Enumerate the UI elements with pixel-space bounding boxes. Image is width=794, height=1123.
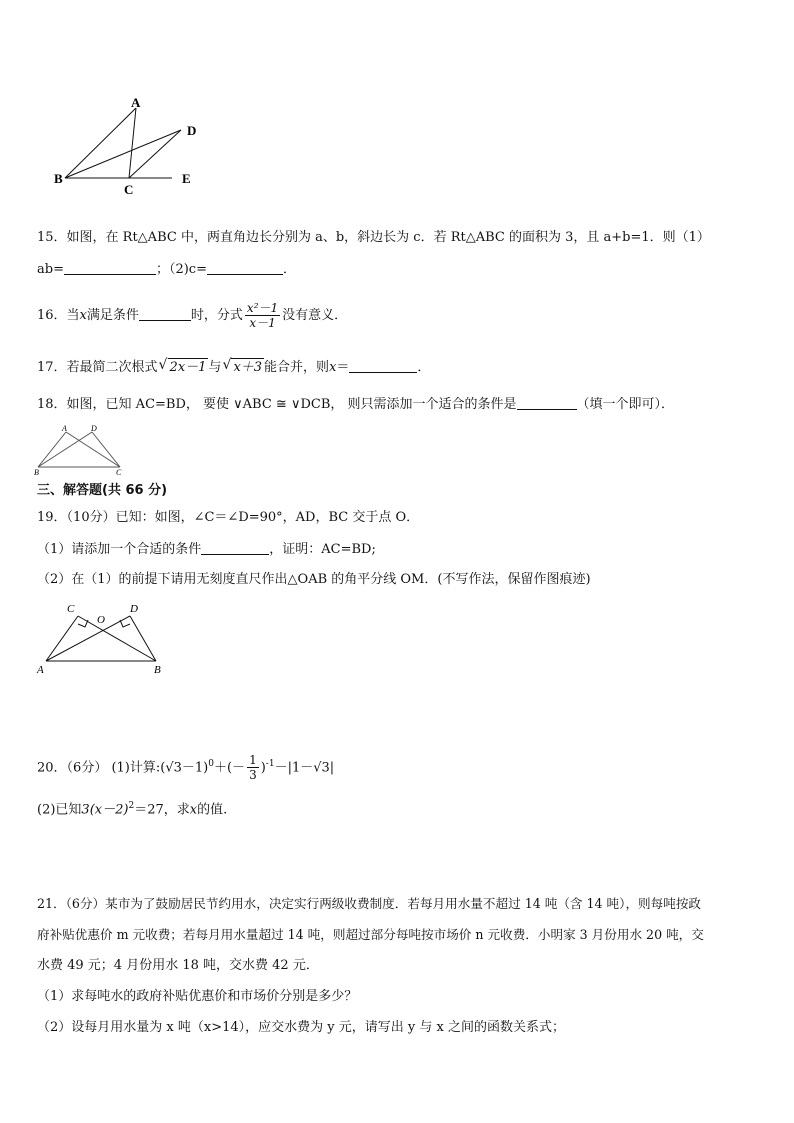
- section-title: 三、解答题(共 66 分): [37, 483, 168, 498]
- question-15-line-1: 15．如图，在 Rt△ABC 中，两直角边长分别为 a、b，斜边长为 c．若 Rt△ABC 的面积为 3，且 a+b=1．则（1）: [37, 230, 710, 245]
- label-b: B: [34, 468, 39, 477]
- question-19-line-3: （2）在（1）的前提下请用无刻度直尺作出△OAB 的角平分线 OM．(不写作法，保留作图痕迹): [37, 572, 591, 587]
- question-21-line-3: 水费 49 元；4 月份用水 18 吨，交水费 42 元．: [37, 958, 319, 973]
- label-e: E: [182, 171, 191, 186]
- question-21-line-2: 府补贴优惠价 m 元收费；若每月用水量超过 14 吨，则超过部分每吨按市场价 n 元收费．小明家 3 月份用水 20 吨，交: [37, 927, 704, 942]
- label-a: A: [37, 664, 44, 676]
- triangle-figure-14: [45, 95, 210, 195]
- answer-blank-17[interactable]: [349, 358, 417, 373]
- answer-blank-ab[interactable]: [64, 260, 156, 275]
- triangle-figure-18: [34, 422, 128, 478]
- answer-blank-18[interactable]: [517, 395, 577, 410]
- radical-1: √ 2x－1: [168, 358, 209, 377]
- radical-2: √ x＋3: [231, 358, 264, 377]
- triangle-figure-19: [34, 598, 174, 678]
- label-a: A: [62, 424, 67, 433]
- label-b: B: [54, 171, 63, 186]
- question-19-line-2: （1）请添加一个合适的条件 ，证明：AC=BD;: [37, 542, 376, 557]
- abs-expr: |1－√3|: [287, 760, 335, 776]
- question-21-line-4: （1）求每吨水的政府补贴优惠价和市场价分别是多少？: [37, 989, 358, 1004]
- label-c: C: [67, 603, 75, 615]
- answer-blank-16[interactable]: [139, 306, 191, 321]
- question-15-line-2: ab= ；（2)c= ．: [37, 262, 297, 277]
- label-d: D: [130, 603, 138, 615]
- fraction-one-third: $\frac{1}{3}$: [249, 753, 257, 783]
- question-16: 16．当x满足条件 时，分式 $\frac{\text{x²－1}}{x-1}$ 没有意义．: [37, 301, 348, 330]
- expr-root-minus-one: (√3－1): [160, 760, 209, 776]
- question-20-line-1: 20．（6分） (1)计算$:(√3-1)^0+(-$ $\frac{1}{3}$ )$^{-1}$－|1－√3|: [37, 753, 335, 783]
- question-21-line-5: （2）设每月用水量为 x 吨（x>14），应交水费为 y 元，请写出 y 与 x 之间的函数关系式；: [37, 1020, 565, 1035]
- label-a: A: [131, 95, 141, 110]
- label-o: O: [97, 614, 105, 626]
- label-c: C: [124, 182, 134, 195]
- question-18: 18．如图，已知 AC=BD， 要使 ∨ABC ≅ ∨DCB， 则只需添加一个适合的条件是 （填一个即可）．: [37, 397, 675, 412]
- question-17: 17．若最简二次根式√ 2x－1 与√ x＋3 能合并，则x＝ ．: [37, 358, 430, 377]
- answer-blank-19[interactable]: [201, 540, 269, 555]
- answer-blank-c[interactable]: [207, 260, 283, 275]
- label-b: B: [154, 664, 161, 676]
- question-20-line-2: (2)已知$3(x-2)^2=27$，求x的值.: [37, 801, 228, 818]
- fraction-16: $\frac{\text{x²－1}}{x-1}$: [246, 301, 279, 330]
- question-21-line-1: 21．（6分）某市为了鼓励居民节约用水，决定实行两级收费制度．若每月用水量不超过 14 吨（含 14 吨），则每吨按政: [37, 896, 702, 911]
- label-c: C: [116, 468, 122, 477]
- label-d: D: [91, 424, 97, 433]
- label-d: D: [187, 123, 197, 138]
- question-19-line-1: 19．（10分）已知：如图，∠C＝∠D=90°，AD，BC 交于点 O．: [37, 510, 420, 525]
